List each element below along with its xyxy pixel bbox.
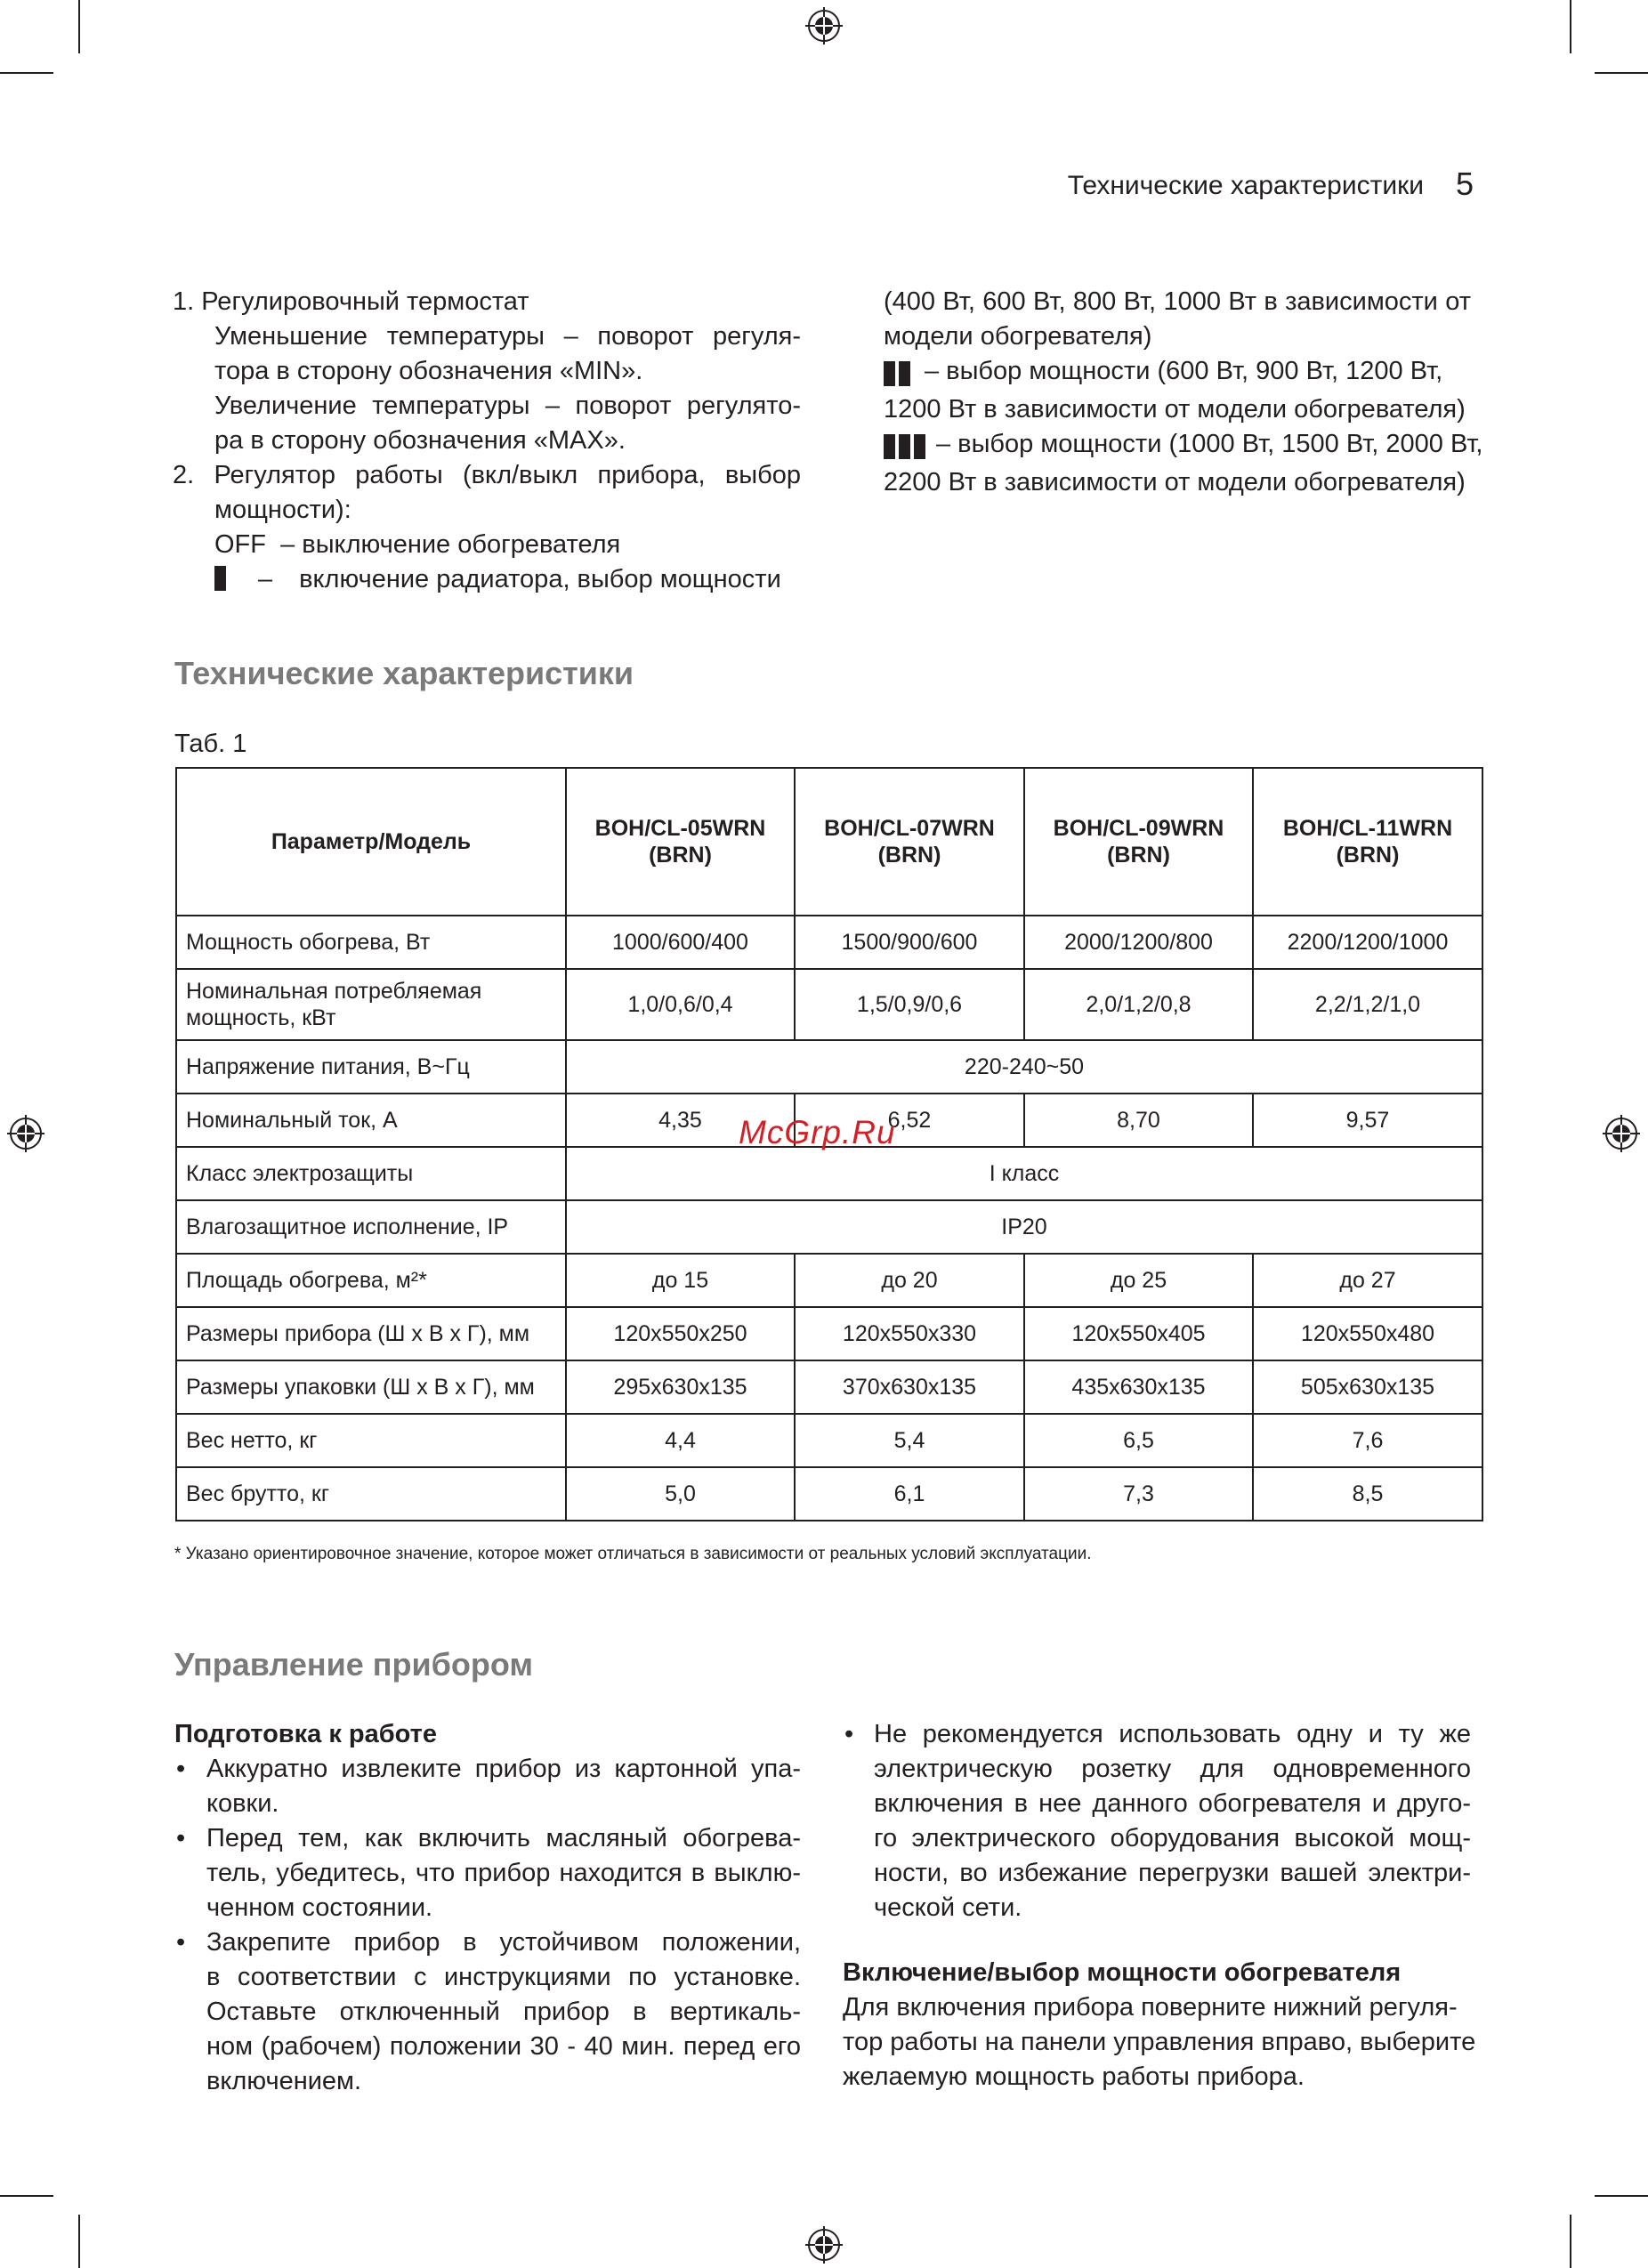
table-cell: 120х550х480	[1253, 1307, 1482, 1360]
table-cell: Вес брутто, кг	[176, 1467, 566, 1521]
text-line: 2. Регулятор работы (вкл/выкл прибора, выбор	[173, 461, 801, 489]
text-line: Перед тем, как включить масляный обогрева-	[206, 1824, 801, 1852]
power-level-1-icon	[214, 566, 226, 591]
bullet: •	[844, 1720, 854, 1748]
list-item	[843, 1717, 1471, 1925]
table-cell: 1,0/0,6/0,4	[566, 969, 795, 1040]
text-line: тор работы на панели управления вправо, выберите	[843, 2028, 1476, 2056]
table-cell: Площадь обогрева, м²*	[176, 1254, 566, 1307]
table-row	[176, 1040, 1482, 1094]
power-on-title: Включение/выбор мощности обогревателя	[843, 1958, 1402, 1987]
table-cell: Напряжение питания, В~Гц	[176, 1040, 566, 1094]
table-row	[176, 1254, 1482, 1307]
registration-mark-icon	[7, 1115, 44, 1152]
text-line: 1. Регулировочный термостат	[173, 287, 529, 316]
text-line: ческой сети.	[874, 1893, 1022, 1922]
crop-mark	[1595, 2195, 1648, 2197]
table-cell: 5,4	[795, 1414, 1024, 1467]
table-cell: 2000/1200/800	[1024, 916, 1253, 969]
section-title-specs: Технические характеристики	[174, 655, 634, 691]
table-cell: 5,0	[566, 1467, 795, 1521]
text-line: 1200 Вт в зависимости от модели обогревателя)	[884, 395, 1466, 424]
table-cell: Номинальная потребляемая мощность, кВт	[176, 969, 566, 1040]
text-fragment: – выбор мощности (600 Вт, 900 Вт, 1200 Вт,	[925, 357, 1443, 385]
table-cell: до 27	[1253, 1254, 1482, 1307]
text-line: тель, убедитесь, что прибор находится в выклю-	[206, 1859, 801, 1887]
table-cell: 4,35	[566, 1094, 795, 1147]
running-header: Технические характеристики	[1067, 171, 1424, 200]
table-cell: 6,5	[1024, 1414, 1253, 1467]
crop-mark	[78, 0, 80, 53]
prep-title: Подготовка к работе	[174, 1720, 437, 1748]
watermark: McGrp.Ru	[739, 1114, 896, 1150]
footnote: * Указано ориентировочное значение, которое может отличаться в зависимости от реальных условий эксплуатации.	[174, 1545, 1092, 1563]
text-line: ра в сторону обозначения «MAX».	[214, 426, 626, 455]
table-cell: 120х550х250	[566, 1307, 795, 1360]
table-cell: 8,70	[1024, 1094, 1253, 1147]
intro-right-column	[884, 285, 1483, 500]
text-line: ном (рабочем) положении 30 - 40 мин. перед его	[206, 2032, 801, 2061]
table-row	[176, 1467, 1482, 1521]
text-line: (400 Вт, 600 Вт, 800 Вт, 1000 Вт в зависимости от	[884, 287, 1471, 316]
table-cell: Влагозащитное исполнение, IP	[176, 1200, 566, 1254]
list-item	[174, 1925, 801, 2099]
text-line: го электрического оборудования высокой мощ-	[874, 1824, 1471, 1852]
crop-mark	[1570, 2215, 1571, 2268]
table-cell: 9,57	[1253, 1094, 1482, 1147]
registration-mark-icon	[805, 2226, 843, 2264]
text-line: ности, во избежание перегрузки вашей электри-	[874, 1859, 1471, 1887]
table-header-row	[176, 768, 1482, 916]
table-row	[176, 1360, 1482, 1414]
table-cell: Номинальный ток, А	[176, 1094, 566, 1147]
table-cell: до 20	[795, 1254, 1024, 1307]
text-line: Оставьте отключенный прибор в вертикаль-	[206, 1998, 801, 2026]
table-cell: 220-240~50	[566, 1040, 1482, 1094]
table-cell: 2200/1200/1000	[1253, 916, 1482, 969]
table-cell: 2,0/1,2/0,8	[1024, 969, 1253, 1040]
header-model: BOH/CL-05WRN (BRN)	[566, 768, 795, 916]
table-cell: до 15	[566, 1254, 795, 1307]
table-cell: Размеры упаковки (Ш х В х Г), мм	[176, 1360, 566, 1414]
text-fragment: –	[258, 565, 273, 593]
table-caption: Таб. 1	[174, 730, 247, 758]
crop-mark	[78, 2215, 80, 2268]
table-cell: 435х630х135	[1024, 1360, 1253, 1414]
table-cell: 120х550х330	[795, 1307, 1024, 1360]
text-fragment: включение радиатора, выбор мощности	[299, 565, 781, 593]
table-cell: Вес нетто, кг	[176, 1414, 566, 1467]
table-cell: 295х630х135	[566, 1360, 795, 1414]
page-number: 5	[1455, 165, 1474, 202]
table-cell: 1000/600/400	[566, 916, 795, 969]
text-line: Закрепите прибор в устойчивом положении,	[206, 1928, 801, 1957]
text-fragment: – выключение обогревателя	[280, 530, 621, 559]
list-item	[174, 1752, 801, 1821]
text-line: ковки.	[206, 1789, 279, 1818]
crop-mark	[1595, 72, 1648, 74]
header-model: BOH/CL-11WRN (BRN)	[1253, 768, 1482, 916]
table-cell: 120х550х405	[1024, 1307, 1253, 1360]
table-row	[176, 1147, 1482, 1200]
crop-mark	[0, 2195, 53, 2197]
power-level-3-icon	[884, 431, 929, 465]
crop-mark	[1570, 0, 1571, 53]
section-title-control: Управление прибором	[174, 1646, 533, 1683]
table-cell: 6,1	[795, 1467, 1024, 1521]
text-line	[173, 528, 801, 562]
text-line: Не рекомендуется использовать одну и ту же	[874, 1720, 1471, 1748]
text-line: модели обогревателя)	[884, 322, 1152, 351]
text-line: включением.	[206, 2067, 362, 2095]
text-line: в соответствии с инструкциями по установке.	[206, 1963, 801, 1991]
table-cell: 7,3	[1024, 1467, 1253, 1521]
table-row	[176, 969, 1482, 1040]
header-model: BOH/CL-09WRN (BRN)	[1024, 768, 1253, 916]
text-line	[884, 427, 1483, 465]
crop-mark	[0, 72, 53, 74]
table-cell: 7,6	[1253, 1414, 1482, 1467]
header-param: Параметр/Модель	[176, 768, 566, 916]
table-cell: Мощность обогрева, Вт	[176, 916, 566, 969]
table-cell: 1500/900/600	[795, 916, 1024, 969]
table-cell: 4,4	[566, 1414, 795, 1467]
bullet: •	[176, 1824, 186, 1852]
text-line: Аккуратно извлеките прибор из картонной упа-	[206, 1755, 801, 1783]
bullet: •	[176, 1755, 186, 1783]
prep-column	[174, 1717, 801, 2099]
text-line: включения в нее данного обогревателя и друго-	[874, 1789, 1471, 1818]
text-line	[884, 354, 1471, 392]
text-line: Уменьшение температуры – поворот регуля-	[214, 322, 801, 351]
table-cell: I класс	[566, 1147, 1482, 1200]
table-row	[176, 916, 1482, 969]
text-line: 2200 Вт в зависимости от модели обогревателя)	[884, 468, 1466, 496]
power-level-2-icon	[884, 358, 914, 392]
text-line: Увеличение температуры – поворот регулято-	[214, 391, 801, 420]
text-line: Для включения прибора поверните нижний регуля-	[843, 1993, 1458, 2022]
table-cell: 505х630х135	[1253, 1360, 1482, 1414]
table-row	[176, 1200, 1482, 1254]
table-cell: 8,5	[1253, 1467, 1482, 1521]
off-label: OFF	[214, 530, 266, 559]
text-line: тора в сторону обозначения «MIN».	[214, 357, 643, 385]
text-line: мощности):	[214, 496, 351, 524]
table-cell: 2,2/1,2/1,0	[1253, 969, 1482, 1040]
table-cell: до 25	[1024, 1254, 1253, 1307]
text-fragment: – выбор мощности (1000 Вт, 1500 Вт, 2000 Вт,	[936, 430, 1483, 458]
bullet: •	[176, 1928, 186, 1957]
list-item	[174, 1821, 801, 1925]
header-model: BOH/CL-07WRN (BRN)	[795, 768, 1024, 916]
table-cell: 370х630х135	[795, 1360, 1024, 1414]
text-line: ченном состоянии.	[206, 1893, 433, 1922]
table-row	[176, 1414, 1482, 1467]
warn-column	[843, 1717, 1476, 2094]
intro-left-column	[173, 285, 801, 597]
text-line: электрическую розетку для одновременного	[874, 1755, 1471, 1783]
table-cell: Класс электрозащиты	[176, 1147, 566, 1200]
table-cell: Размеры прибора (Ш х В х Г), мм	[176, 1307, 566, 1360]
table-row	[176, 1307, 1482, 1360]
table-cell: IP20	[566, 1200, 1482, 1254]
registration-mark-icon	[1603, 1115, 1640, 1152]
text-line	[173, 562, 801, 597]
text-line: желаемую мощность работы прибора.	[843, 2062, 1305, 2091]
registration-mark-icon	[805, 7, 843, 44]
table-cell: 6,52	[795, 1094, 1024, 1147]
table-cell: 1,5/0,9/0,6	[795, 969, 1024, 1040]
